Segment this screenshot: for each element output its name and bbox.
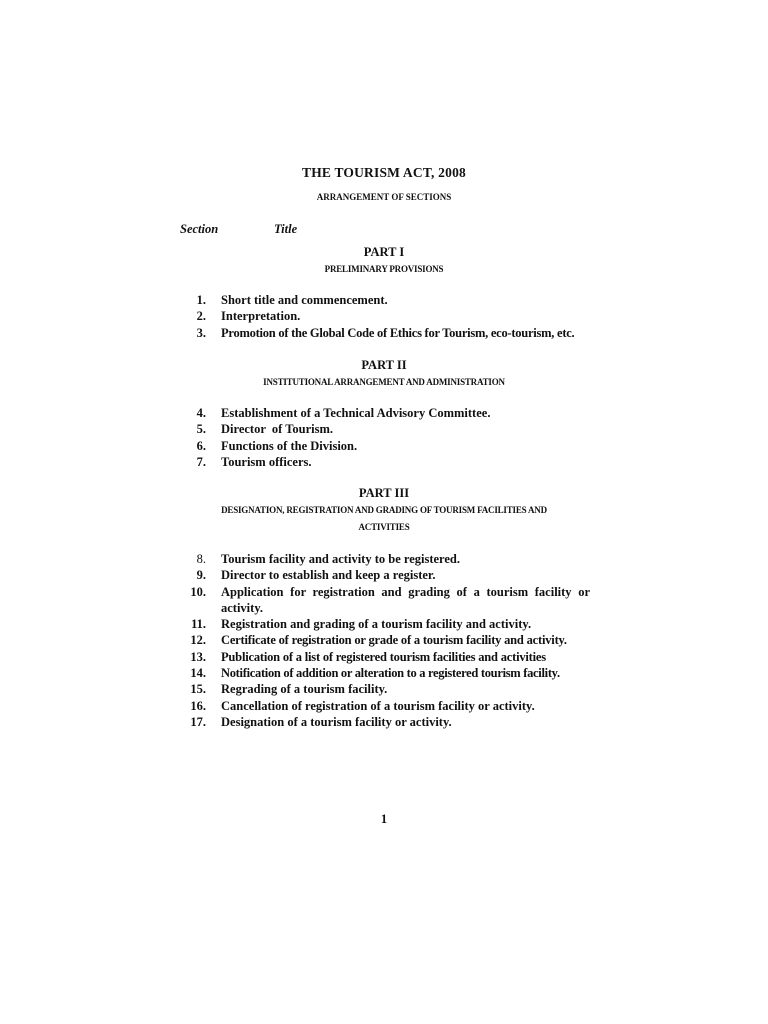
part-1-section-list bbox=[180, 292, 590, 341]
section-number: 16. bbox=[190, 698, 206, 713]
section-number: 7. bbox=[196, 454, 206, 469]
section-title: Registration and grading of a tourism facility and activity. bbox=[221, 617, 532, 632]
section-number: 14. bbox=[190, 666, 206, 681]
section-number: 6. bbox=[196, 438, 206, 453]
section-title: Publication of a list of registered tourism facilities and activities bbox=[221, 649, 546, 664]
part-3-heading-line-1: DESIGNATION, REGISTRATION AND GRADING OF TOURISM FACILITIES AND bbox=[221, 505, 547, 515]
section-item bbox=[180, 681, 590, 697]
section-item bbox=[180, 325, 590, 341]
section-number: 10. bbox=[190, 584, 206, 599]
part-3-section-list bbox=[180, 551, 590, 730]
section-number: 17. bbox=[190, 714, 206, 729]
section-number: 9. bbox=[196, 568, 206, 583]
section-title: Designation of a tourism facility or activity. bbox=[221, 714, 452, 729]
document-subtitle: ARRANGEMENT OF SECTIONS bbox=[316, 192, 452, 202]
section-title: Notification of addition or alteration to a registered tourism facility. bbox=[221, 666, 560, 681]
section-item bbox=[180, 405, 590, 421]
part-1-heading: PRELIMINARY PROVISIONS bbox=[324, 264, 444, 274]
section-item bbox=[180, 438, 590, 454]
section-item bbox=[180, 714, 590, 730]
section-title: Tourism facility and activity to be registered. bbox=[221, 552, 460, 566]
section-number: 13. bbox=[190, 649, 206, 664]
part-2-heading: INSTITUTIONAL ARRANGEMENT AND ADMINISTRATION bbox=[263, 377, 505, 387]
section-item bbox=[180, 454, 590, 470]
section-item bbox=[180, 665, 590, 681]
section-title: Promotion of the Global Code of Ethics for Tourism, eco-tourism, etc. bbox=[221, 325, 575, 340]
section-number: 3. bbox=[196, 325, 206, 340]
section-number: 12. bbox=[190, 633, 206, 648]
section-number: 8. bbox=[196, 552, 206, 566]
section-title: Tourism officers. bbox=[221, 454, 312, 469]
section-number: 2. bbox=[196, 309, 206, 324]
column-header-section: Section bbox=[180, 222, 219, 236]
part-2-label: PART II bbox=[361, 358, 407, 372]
section-item bbox=[180, 632, 590, 648]
section-item bbox=[180, 649, 590, 665]
part-3-heading-line-2: ACTIVITIES bbox=[358, 522, 410, 532]
part-1-label: PART I bbox=[363, 245, 405, 259]
section-item bbox=[180, 584, 590, 617]
section-title: Interpretation. bbox=[221, 309, 301, 324]
part-2-section-list bbox=[180, 405, 590, 470]
part-3-label: PART III bbox=[358, 486, 410, 500]
section-title: Cancellation of registration of a tourism facility or activity. bbox=[221, 698, 535, 713]
section-title: Regrading of a tourism facility. bbox=[221, 682, 388, 697]
column-header-title: Title bbox=[274, 222, 298, 236]
part-3-heading bbox=[0, 502, 768, 536]
section-number: 5. bbox=[196, 422, 206, 437]
section-title: Director of Tourism. bbox=[221, 422, 334, 437]
section-title: Director to establish and keep a register. bbox=[221, 568, 436, 583]
section-item bbox=[180, 292, 590, 308]
section-item bbox=[180, 698, 590, 714]
section-title: Application for registration and grading of a tourism facility or activity. bbox=[221, 584, 590, 615]
document-title: THE TOURISM ACT, 2008 bbox=[302, 165, 466, 180]
section-item bbox=[180, 616, 590, 632]
section-item bbox=[180, 567, 590, 583]
section-title: Short title and commencement. bbox=[221, 293, 388, 307]
section-title: Certificate of registration or grade of a tourism facility and activity. bbox=[221, 633, 567, 648]
section-number: 1. bbox=[196, 293, 206, 307]
section-title: Functions of the Division. bbox=[221, 438, 358, 453]
section-item bbox=[180, 421, 590, 437]
page-number: 1 bbox=[380, 812, 388, 826]
section-number: 11. bbox=[191, 617, 206, 632]
section-number: 15. bbox=[190, 682, 206, 697]
section-title: Establishment of a Technical Advisory Committee. bbox=[221, 406, 491, 420]
section-item bbox=[180, 308, 590, 324]
section-item bbox=[180, 551, 590, 567]
section-number: 4. bbox=[196, 406, 206, 420]
